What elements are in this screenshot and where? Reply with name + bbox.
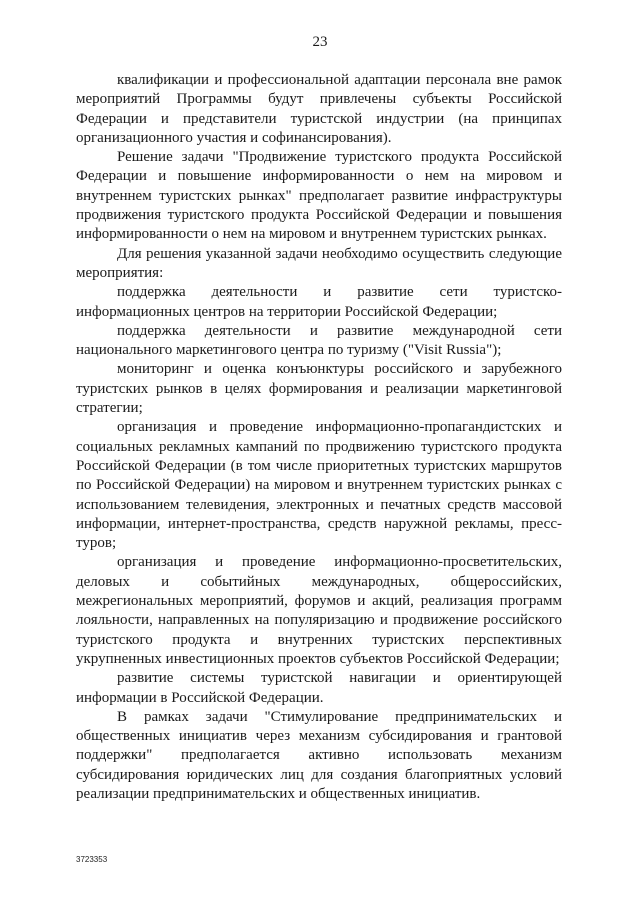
text-line: Федерации и представители туристской индустрии (на принципах xyxy=(76,110,562,127)
text-line: лояльности, направленных на популяризацию и продвижение российского xyxy=(76,612,562,629)
text-line: информационных центров на территории Российской Федерации; xyxy=(76,303,498,320)
text-line: организация и проведение информационно-просветительских, xyxy=(117,554,562,571)
paragraph-p9 xyxy=(76,669,562,708)
paragraph-p2 xyxy=(76,148,562,244)
text-line: туристского продукта и внутренних туристских перспективных xyxy=(76,631,562,648)
text-line: информации в Российской Федерации. xyxy=(76,689,324,706)
text-line: туристских рынков в целях формирования и реализации маркетинговой xyxy=(76,380,562,397)
text-line: развитие системы туристской навигации и ориентирующей xyxy=(117,670,562,687)
text-line: информации, интернет-пространства, средств наружной рекламы, пресс- xyxy=(76,515,562,532)
document-body xyxy=(76,71,562,804)
text-line: реализации предпринимательских и общественных инициатив. xyxy=(76,785,481,802)
text-line: стратегии; xyxy=(76,400,143,417)
text-line: организация и проведение информационно-пропагандистских и xyxy=(117,419,562,436)
text-line: внутреннем туристских рынках" предполагает развитие инфраструктуры xyxy=(76,187,562,204)
text-line: использованием телевидения, электронных и печатных средств массовой xyxy=(76,496,562,513)
text-line: поддержки" предполагается активно использовать механизм xyxy=(76,747,562,764)
text-line: укрупненных инвестиционных проектов субъектов Российской Федерации; xyxy=(76,650,560,667)
text-line: общественных инициатив через механизм субсидирования и грантовой xyxy=(76,728,562,745)
text-line: организационного участия и софинансирования). xyxy=(76,129,392,146)
paragraph-p5 xyxy=(76,322,562,361)
text-line: национального маркетингового центра по туризму ("Visit Russia"); xyxy=(76,342,502,359)
paragraph-p10 xyxy=(76,708,562,804)
text-line: по Российской Федерации) на мировом и внутреннем туристских рынках с xyxy=(76,477,562,494)
text-line: субсидирования юридических лиц для создания благоприятных условий xyxy=(76,766,562,783)
text-line: туров; xyxy=(76,535,117,552)
text-line: поддержка деятельности и развитие международной сети xyxy=(117,322,562,339)
text-line: поддержка деятельности и развитие сети туристско- xyxy=(117,284,562,301)
paragraph-p3 xyxy=(76,245,562,284)
text-line: продвижения туристского продукта Российской Федерации и повышения xyxy=(76,207,562,224)
text-line: Для решения указанной задачи необходимо осуществить следующие xyxy=(117,245,562,262)
paragraph-p6 xyxy=(76,360,562,418)
page-number: 23 xyxy=(312,34,328,50)
text-line: социальных рекламных кампаний по продвижению туристского продукта xyxy=(76,438,562,455)
paragraph-p7 xyxy=(76,418,562,553)
document-code: 3723353 xyxy=(76,855,108,864)
paragraph-p1 xyxy=(76,71,562,148)
text-line: информированности о нем на мировом и внутреннем туристских рынках. xyxy=(76,226,547,243)
text-line: деловых и событийных международных, общероссийских, xyxy=(76,573,562,590)
text-line: Российской Федерации (в том числе приоритетных туристских маршрутов xyxy=(76,457,562,474)
text-line: межрегиональных мероприятий, форумов и акций, реализация программ xyxy=(76,593,562,610)
text-line: мероприятий Программы будут привлечены субъекты Российской xyxy=(76,91,562,108)
paragraph-p8 xyxy=(76,553,562,669)
text-line: В рамках задачи "Стимулирование предпринимательских и xyxy=(117,708,562,725)
paragraph-p4 xyxy=(76,283,562,322)
text-line: мониторинг и оценка конъюнктуры российского и зарубежного xyxy=(117,361,562,378)
text-line: мероприятия: xyxy=(76,264,164,281)
text-line: Федерации и повышение информированности о нем на мировом и xyxy=(76,168,562,185)
text-line: Решение задачи "Продвижение туристского продукта Российской xyxy=(117,149,562,166)
text-line: квалификации и профессиональной адаптации персонала вне рамок xyxy=(117,72,562,88)
